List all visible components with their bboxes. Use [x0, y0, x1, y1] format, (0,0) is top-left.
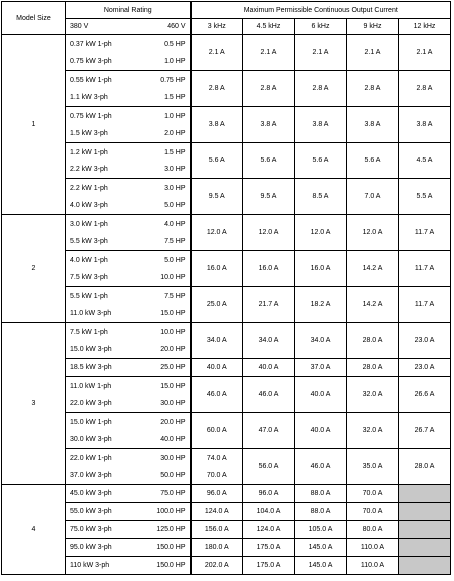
current-cell: 2.8 A — [191, 71, 243, 107]
table-row — [2, 377, 451, 413]
model-size-cell: 2 — [2, 215, 66, 323]
current-cell: 96.0 A — [243, 485, 295, 503]
table-row — [2, 413, 451, 449]
rating-380v-line: 30.0 kW 3-ph — [70, 435, 112, 443]
current-cell: 110.0 A — [347, 539, 399, 557]
current-cell-na — [399, 521, 451, 539]
current-cell: 3.8 A — [191, 107, 243, 143]
rating-460v-cell — [133, 287, 191, 323]
rating-380v-cell — [66, 377, 133, 413]
rating-380v-cell — [66, 215, 133, 251]
rating-380v-cell — [66, 143, 133, 179]
current-cell: 5.6 A — [191, 143, 243, 179]
rating-460v-line: 1.0 HP — [164, 112, 186, 120]
rating-460v-line: 30.0 HP — [160, 454, 186, 462]
table-row — [2, 503, 451, 521]
current-cell: 11.7 A — [399, 287, 451, 323]
current-cell: 124.0 A — [243, 521, 295, 539]
current-cell: 16.0 A — [243, 251, 295, 287]
current-cell: 2.8 A — [243, 71, 295, 107]
current-cell: 5.6 A — [347, 143, 399, 179]
rating-380v-line: 22.0 kW 1-ph — [70, 454, 112, 462]
current-cell: 21.7 A — [243, 287, 295, 323]
rating-460v-cell — [133, 179, 191, 215]
rating-460v-line: 30.0 HP — [160, 399, 186, 407]
rating-380v-cell — [66, 251, 133, 287]
current-cell-na — [399, 557, 451, 575]
current-value-line: 74.0 A — [206, 454, 227, 462]
current-cell: 12.0 A — [243, 215, 295, 251]
rating-380v-line: 15.0 kW 3-ph — [70, 345, 112, 353]
current-cell-na — [399, 485, 451, 503]
rating-380v-cell — [66, 449, 133, 485]
rating-380v-cell — [66, 557, 133, 575]
current-cell: 37.0 A — [295, 359, 347, 377]
rating-460v-line: 50.0 HP — [160, 471, 186, 479]
table-row — [2, 539, 451, 557]
current-cell: 18.2 A — [295, 287, 347, 323]
rating-460v-cell — [133, 539, 191, 557]
rating-460v-line: 3.0 HP — [164, 184, 186, 192]
rating-380v-cell — [66, 107, 133, 143]
rating-460v-cell — [133, 449, 191, 485]
rating-380v-line: 37.0 kW 3-ph — [70, 471, 112, 479]
rating-380v-line: 0.75 kW 1-ph — [70, 112, 112, 120]
rating-460v-cell — [133, 377, 191, 413]
rating-380v-line: 18.5 kW 3-ph — [70, 364, 112, 371]
current-cell: 11.7 A — [399, 251, 451, 287]
rating-460v-cell — [133, 323, 191, 359]
table-row — [2, 143, 451, 179]
header-nominal-rating: Nominal Rating — [66, 2, 191, 19]
header-380v: 380 V — [66, 19, 133, 35]
rating-460v-line: 2.0 HP — [164, 129, 186, 137]
current-cell: 26.7 A — [399, 413, 451, 449]
rating-380v-cell — [66, 413, 133, 449]
current-cell: 5.6 A — [295, 143, 347, 179]
header-freq-6khz: 6 kHz — [295, 19, 347, 35]
table-row — [2, 557, 451, 575]
current-cell: 40.0 A — [243, 359, 295, 377]
rating-380v-cell — [66, 35, 133, 71]
header-freq-12khz: 12 kHz — [399, 19, 451, 35]
rating-380v-line: 22.0 kW 3-ph — [70, 399, 112, 407]
current-cell: 14.2 A — [347, 287, 399, 323]
rating-380v-line: 2.2 kW 3-ph — [70, 165, 108, 173]
rating-380v-line: 15.0 kW 1-ph — [70, 418, 112, 426]
rating-380v-line: 1.2 kW 1-ph — [70, 148, 108, 156]
rating-380v-line: 7.5 kW 1-ph — [70, 328, 108, 336]
table-row — [2, 485, 451, 503]
current-cell: 4.5 A — [399, 143, 451, 179]
current-cell: 2.1 A — [243, 35, 295, 71]
current-cell: 26.6 A — [399, 377, 451, 413]
current-cell: 12.0 A — [295, 215, 347, 251]
rating-460v-cell — [133, 215, 191, 251]
current-cell: 3.8 A — [347, 107, 399, 143]
current-cell: 80.0 A — [347, 521, 399, 539]
current-cell: 105.0 A — [295, 521, 347, 539]
rating-380v-line: 1.1 kW 3-ph — [70, 93, 108, 101]
header-freq-3khz: 3 kHz — [191, 19, 243, 35]
header-model-size: Model Size — [2, 2, 66, 35]
current-cell: 16.0 A — [295, 251, 347, 287]
current-cell: 104.0 A — [243, 503, 295, 521]
header-freq-4-5khz: 4.5 kHz — [243, 19, 295, 35]
current-cell: 28.0 A — [399, 449, 451, 485]
rating-380v-line: 2.2 kW 1-ph — [70, 184, 108, 192]
rating-460v-cell — [133, 251, 191, 287]
current-cell: 8.5 A — [295, 179, 347, 215]
current-cell: 34.0 A — [295, 323, 347, 359]
current-cell: 88.0 A — [295, 485, 347, 503]
rating-460v-line: 150.0 HP — [156, 544, 186, 551]
rating-380v-line: 95.0 kW 3-ph — [70, 544, 112, 551]
rating-460v-line: 25.0 HP — [160, 364, 186, 371]
table-row — [2, 251, 451, 287]
rating-460v-line: 0.75 HP — [160, 76, 186, 84]
current-cell: 2.1 A — [347, 35, 399, 71]
current-cell: 46.0 A — [191, 377, 243, 413]
current-cell: 16.0 A — [191, 251, 243, 287]
rating-380v-cell — [66, 287, 133, 323]
current-cell-na — [399, 503, 451, 521]
current-cell: 180.0 A — [191, 539, 243, 557]
table-row — [2, 215, 451, 251]
rating-460v-cell — [133, 71, 191, 107]
rating-460v-line: 3.0 HP — [164, 165, 186, 173]
rating-460v-line: 1.5 HP — [164, 93, 186, 101]
current-cell: 11.7 A — [399, 215, 451, 251]
table-row — [2, 179, 451, 215]
rating-380v-line: 5.5 kW 1-ph — [70, 292, 108, 300]
rating-460v-line: 7.5 HP — [164, 292, 186, 300]
spec-table-container — [1, 1, 451, 575]
current-cell: 2.1 A — [399, 35, 451, 71]
rating-380v-line: 45.0 kW 3-ph — [70, 490, 112, 497]
current-cell: 124.0 A — [191, 503, 243, 521]
rating-460v-line: 4.0 HP — [164, 220, 186, 228]
model-size-cell: 3 — [2, 323, 66, 485]
current-cell: 46.0 A — [243, 377, 295, 413]
current-cell: 34.0 A — [191, 323, 243, 359]
current-cell: 9.5 A — [243, 179, 295, 215]
current-cell: 12.0 A — [347, 215, 399, 251]
rating-460v-line: 75.0 HP — [160, 490, 186, 497]
table-body — [2, 35, 451, 575]
current-cell: 9.5 A — [191, 179, 243, 215]
current-cell: 145.0 A — [295, 557, 347, 575]
current-cell: 23.0 A — [399, 323, 451, 359]
rating-460v-line: 150.0 HP — [156, 562, 186, 569]
current-cell: 28.0 A — [347, 359, 399, 377]
rating-460v-line: 100.0 HP — [156, 508, 186, 515]
rating-460v-line: 1.0 HP — [164, 57, 186, 65]
current-cell — [191, 449, 243, 485]
rating-380v-line: 75.0 kW 3-ph — [70, 526, 112, 533]
table-row — [2, 323, 451, 359]
rating-380v-line: 4.0 kW 3-ph — [70, 201, 108, 209]
rating-460v-line: 10.0 HP — [160, 328, 186, 336]
rating-380v-cell — [66, 359, 133, 377]
rating-380v-line: 3.0 kW 1-ph — [70, 220, 108, 228]
header-max-current: Maximum Permissible Continuous Output Current — [191, 2, 451, 19]
current-cell: 156.0 A — [191, 521, 243, 539]
current-cell: 2.8 A — [347, 71, 399, 107]
model-size-cell: 1 — [2, 35, 66, 215]
output-current-table — [1, 1, 451, 575]
rating-380v-cell — [66, 521, 133, 539]
current-cell: 7.0 A — [347, 179, 399, 215]
current-cell: 46.0 A — [295, 449, 347, 485]
rating-380v-cell — [66, 503, 133, 521]
rating-380v-cell — [66, 179, 133, 215]
current-cell: 175.0 A — [243, 557, 295, 575]
rating-460v-line: 7.5 HP — [164, 237, 186, 245]
table-row — [2, 449, 451, 485]
current-cell: 3.8 A — [295, 107, 347, 143]
rating-380v-line: 0.75 kW 3-ph — [70, 57, 112, 65]
current-cell: 70.0 A — [347, 503, 399, 521]
current-cell: 3.8 A — [399, 107, 451, 143]
current-cell: 2.1 A — [295, 35, 347, 71]
current-cell: 5.6 A — [243, 143, 295, 179]
current-cell: 2.1 A — [191, 35, 243, 71]
table-row — [2, 35, 451, 71]
rating-460v-cell — [133, 35, 191, 71]
current-cell: 23.0 A — [399, 359, 451, 377]
rating-460v-line: 125.0 HP — [156, 526, 186, 533]
rating-380v-line: 7.5 kW 3-ph — [70, 273, 108, 281]
current-cell: 60.0 A — [191, 413, 243, 449]
current-cell: 35.0 A — [347, 449, 399, 485]
rating-460v-line: 20.0 HP — [160, 345, 186, 353]
rating-460v-line: 5.0 HP — [164, 256, 186, 264]
rating-460v-line: 5.0 HP — [164, 201, 186, 209]
rating-380v-line: 4.0 kW 1-ph — [70, 256, 108, 264]
current-cell: 28.0 A — [347, 323, 399, 359]
rating-460v-cell — [133, 107, 191, 143]
current-cell: 145.0 A — [295, 539, 347, 557]
rating-380v-line: 55.0 kW 3-ph — [70, 508, 112, 515]
header-freq-9khz: 9 kHz — [347, 19, 399, 35]
rating-380v-cell — [66, 71, 133, 107]
rating-380v-line: 1.5 kW 3-ph — [70, 129, 108, 137]
rating-380v-line: 5.5 kW 3-ph — [70, 237, 108, 245]
current-cell: 47.0 A — [243, 413, 295, 449]
header-460v: 460 V — [133, 19, 191, 35]
rating-460v-cell — [133, 557, 191, 575]
current-cell: 12.0 A — [191, 215, 243, 251]
rating-380v-cell — [66, 539, 133, 557]
table-row — [2, 71, 451, 107]
rating-460v-line: 10.0 HP — [160, 273, 186, 281]
rating-460v-cell — [133, 359, 191, 377]
rating-380v-line: 0.55 kW 1-ph — [70, 76, 112, 84]
rating-460v-line: 20.0 HP — [160, 418, 186, 426]
current-cell: 70.0 A — [347, 485, 399, 503]
current-cell: 5.5 A — [399, 179, 451, 215]
current-cell: 14.2 A — [347, 251, 399, 287]
current-cell: 96.0 A — [191, 485, 243, 503]
rating-380v-line: 110 kW 3-ph — [70, 562, 110, 569]
rating-460v-cell — [133, 503, 191, 521]
current-cell: 175.0 A — [243, 539, 295, 557]
rating-460v-line: 40.0 HP — [160, 435, 186, 443]
current-cell-na — [399, 539, 451, 557]
current-cell: 40.0 A — [191, 359, 243, 377]
rating-460v-cell — [133, 521, 191, 539]
rating-380v-cell — [66, 323, 133, 359]
rating-380v-line: 11.0 kW 1-ph — [70, 382, 112, 390]
current-cell: 2.8 A — [295, 71, 347, 107]
table-row — [2, 287, 451, 323]
model-size-cell: 4 — [2, 485, 66, 575]
rating-460v-cell — [133, 485, 191, 503]
current-cell: 56.0 A — [243, 449, 295, 485]
rating-460v-line: 15.0 HP — [160, 309, 186, 317]
table-row — [2, 521, 451, 539]
current-cell: 34.0 A — [243, 323, 295, 359]
current-cell: 25.0 A — [191, 287, 243, 323]
rating-380v-line: 11.0 kW 3-ph — [70, 309, 112, 317]
current-cell: 32.0 A — [347, 377, 399, 413]
current-cell: 40.0 A — [295, 377, 347, 413]
rating-380v-cell — [66, 485, 133, 503]
rating-460v-line: 15.0 HP — [160, 382, 186, 390]
rating-460v-line: 0.5 HP — [164, 40, 186, 48]
current-cell: 3.8 A — [243, 107, 295, 143]
rating-460v-line: 1.5 HP — [164, 148, 186, 156]
current-value-line: 70.0 A — [206, 471, 227, 479]
current-cell: 40.0 A — [295, 413, 347, 449]
current-cell: 2.8 A — [399, 71, 451, 107]
current-cell: 110.0 A — [347, 557, 399, 575]
current-cell: 202.0 A — [191, 557, 243, 575]
rating-380v-line: 0.37 kW 1-ph — [70, 40, 112, 48]
rating-460v-cell — [133, 413, 191, 449]
table-row — [2, 359, 451, 377]
rating-460v-cell — [133, 143, 191, 179]
table-row — [2, 107, 451, 143]
current-cell: 88.0 A — [295, 503, 347, 521]
current-cell: 32.0 A — [347, 413, 399, 449]
